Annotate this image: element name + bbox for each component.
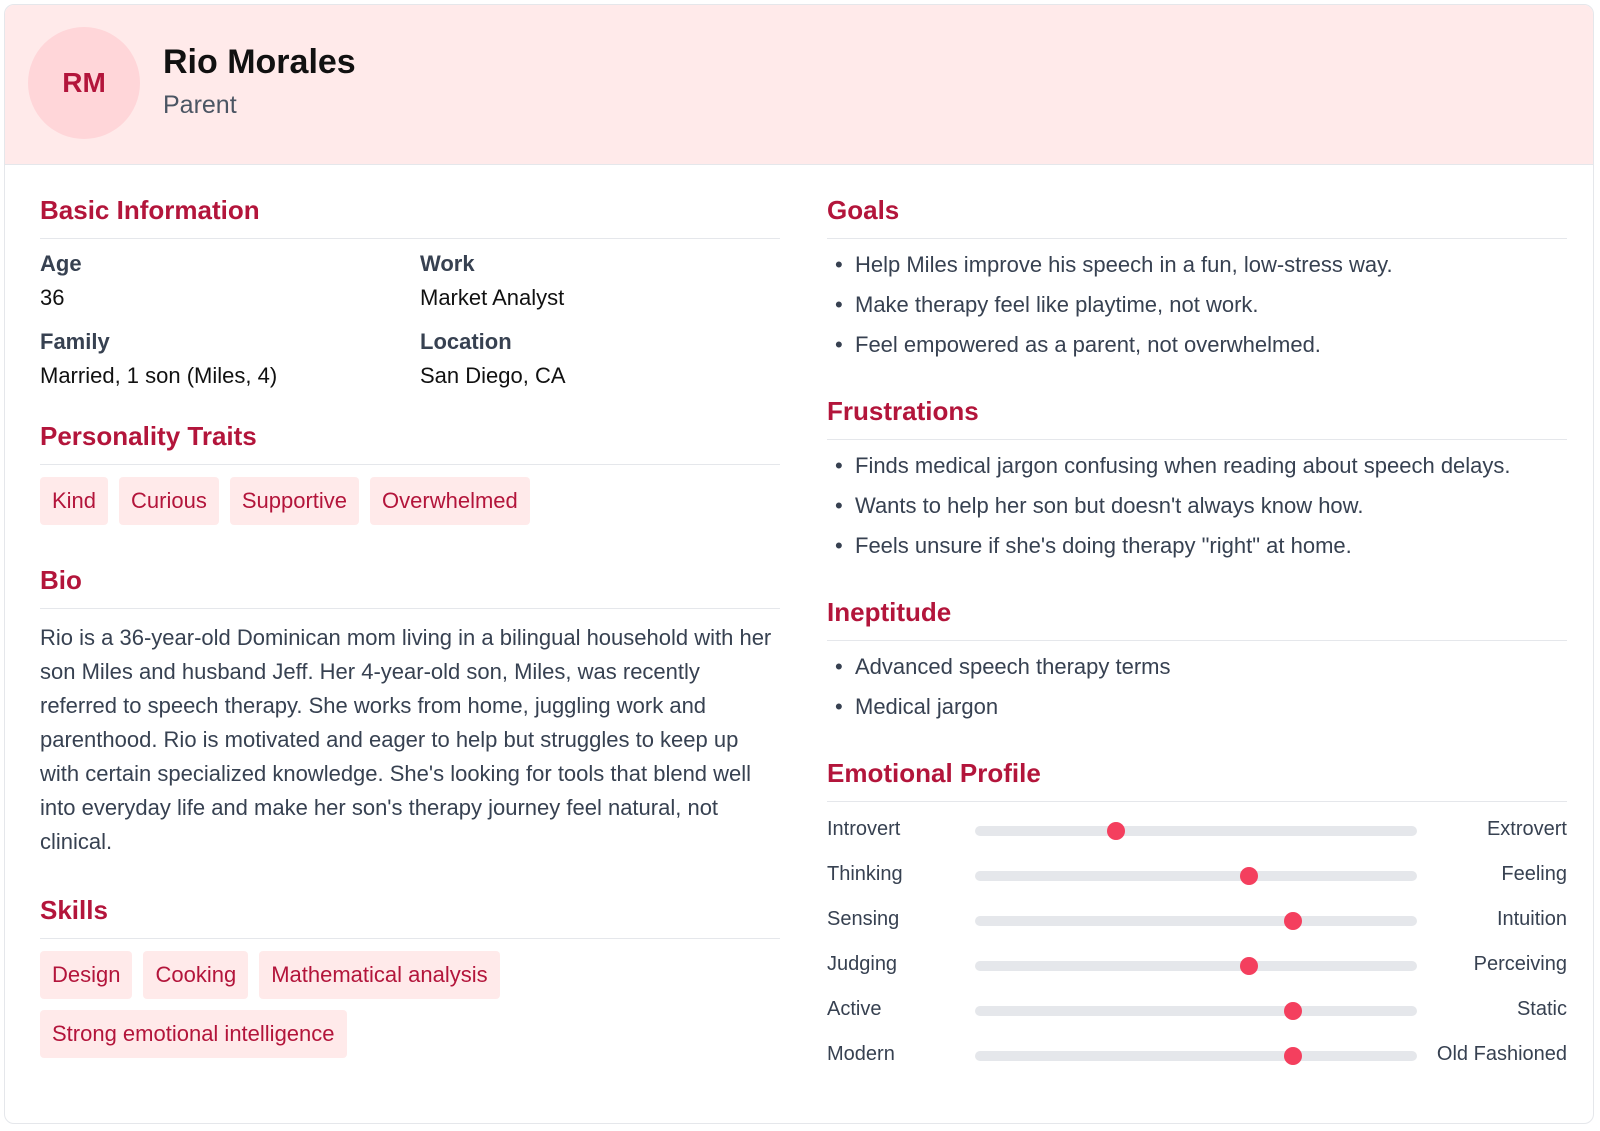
trait-tag: Supportive: [230, 477, 359, 525]
skills-tags: [40, 951, 780, 1058]
slider-track: [975, 1006, 1417, 1016]
emotional-sliders: [827, 814, 1567, 1084]
personality-tags: [40, 477, 780, 525]
skill-tag: Strong emotional intelligence: [40, 1010, 347, 1058]
slider-right-label: Extrovert: [1486, 818, 1567, 840]
location-label: Location: [420, 329, 512, 354]
slider-left-label: Judging: [827, 953, 898, 975]
emotional-profile-title: Emotional Profile: [827, 758, 1567, 802]
left-column: [40, 195, 780, 1098]
basic-info-title: Basic Information: [40, 195, 780, 239]
slider-track: [975, 961, 1417, 971]
list-item: • Medical jargon: [827, 693, 1567, 720]
slider-right-label: Perceiving: [1473, 953, 1567, 975]
list-item: • Feel empowered as a parent, not overwhelmed.: [827, 331, 1567, 358]
slider-thumb: [1284, 1002, 1302, 1020]
trait-tag: Curious: [119, 477, 219, 525]
bio-text: Rio is a 36-year-old Dominican mom living in a bilingual household with her son Miles and husband Jeff. Her 4-year-old son, Miles, was recently referred to speech therapy. She works from home, juggling work and parenthood. Rio is motivated and eager to help but struggles to keep up with certain specialized knowledge. She's looking for tools that blend well into everyday life and make her son's therapy journey feel natural, not clinical.: [40, 625, 772, 854]
trait-tag: Kind: [40, 477, 108, 525]
slider-left-label: Introvert: [827, 818, 901, 840]
slider-track: [975, 916, 1417, 926]
work-label: Work: [420, 251, 475, 276]
goals-list: [827, 251, 1567, 358]
family-value: Married, 1 son (Miles, 4): [40, 363, 278, 388]
slider-right-label: Old Fashioned: [1436, 1043, 1567, 1065]
slider-row: [827, 994, 1567, 1039]
list-item: • Feels unsure if she's doing therapy "right" at home.: [827, 532, 1567, 559]
slider-thumb: [1284, 1047, 1302, 1065]
slider-row: [827, 814, 1567, 859]
list-item: • Make therapy feel like playtime, not work.: [827, 291, 1567, 318]
family-label: Family: [40, 329, 110, 354]
slider-right-label: Static: [1516, 998, 1567, 1020]
slider-right-label: Feeling: [1501, 863, 1567, 885]
age-label: Age: [40, 251, 82, 276]
avatar: RM: [28, 27, 140, 139]
basic-info-grid: [40, 251, 780, 389]
location-value: San Diego, CA: [420, 363, 566, 388]
location-field: [420, 329, 780, 389]
slider-track: [975, 871, 1417, 881]
bio-title: Bio: [40, 565, 780, 609]
age-value: 36: [40, 285, 65, 310]
list-item: • Advanced speech therapy terms: [827, 653, 1567, 680]
persona-header: [5, 5, 1593, 165]
slider-row: [827, 949, 1567, 994]
list-item: • Help Miles improve his speech in a fun, low-stress way.: [827, 251, 1567, 278]
work-value: Market Analyst: [420, 285, 565, 310]
persona-name: Rio Morales: [163, 43, 356, 81]
slider-right-label: Intuition: [1496, 908, 1567, 930]
frustrations-title: Frustrations: [827, 396, 1567, 440]
persona-role: Parent: [163, 91, 237, 119]
family-field: [40, 329, 420, 389]
skill-tag: Design: [40, 951, 132, 999]
frustrations-list: [827, 452, 1567, 559]
ineptitude-title: Ineptitude: [827, 597, 1567, 641]
list-item: • Wants to help her son but doesn't always know how.: [827, 492, 1567, 519]
persona-card: [4, 4, 1594, 1124]
slider-thumb: [1107, 822, 1125, 840]
goals-title: Goals: [827, 195, 1567, 239]
work-field: [420, 251, 780, 311]
slider-thumb: [1240, 867, 1258, 885]
slider-left-label: Modern: [827, 1043, 895, 1065]
slider-track: [975, 1051, 1417, 1061]
trait-tag: Overwhelmed: [370, 477, 530, 525]
personality-title: Personality Traits: [40, 421, 780, 465]
slider-row: [827, 859, 1567, 904]
slider-row: [827, 1039, 1567, 1084]
age-field: [40, 251, 420, 311]
slider-thumb: [1284, 912, 1302, 930]
slider-row: [827, 904, 1567, 949]
skill-tag: Mathematical analysis: [259, 951, 499, 999]
list-item: • Finds medical jargon confusing when reading about speech delays.: [827, 452, 1567, 479]
slider-left-label: Active: [827, 998, 882, 1020]
slider-left-label: Thinking: [827, 863, 903, 885]
ineptitude-list: [827, 653, 1567, 720]
right-column: [827, 195, 1567, 1084]
skill-tag: Cooking: [143, 951, 248, 999]
slider-left-label: Sensing: [827, 908, 900, 930]
slider-track: [975, 826, 1417, 836]
skills-title: Skills: [40, 895, 780, 939]
slider-thumb: [1240, 957, 1258, 975]
